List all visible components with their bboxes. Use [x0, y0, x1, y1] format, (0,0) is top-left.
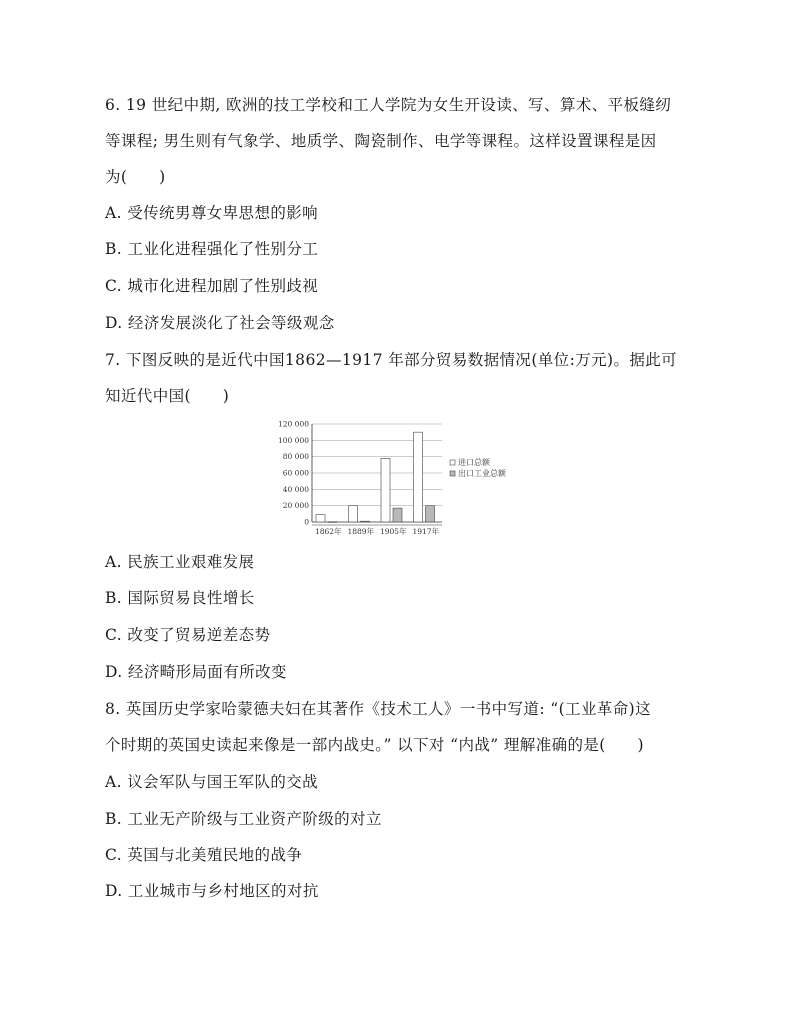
question-8-option-a: A. 议会军队与国王军队的交战 — [105, 773, 319, 791]
bar-export — [393, 508, 402, 522]
legend-label: 出口工业总额 — [458, 469, 506, 478]
y-tick-label: 20 000 — [282, 501, 309, 511]
bar-export — [426, 506, 435, 522]
y-tick-label: 80 000 — [282, 452, 309, 462]
question-7-option-c: C. 改变了贸易逆差态势 — [105, 626, 271, 644]
x-tick-label: 1905年 — [379, 527, 407, 536]
y-tick-label: 60 000 — [282, 468, 309, 478]
legend-swatch — [450, 471, 455, 476]
y-tick-label: 40 000 — [282, 484, 309, 494]
question-7-stem-line-1: 7. 下图反映的是近代中国1862—1917 年部分贸易数据情况(单位:万元)。据此可 — [105, 351, 678, 369]
question-6-option-a: A. 受传统男尊女卑思想的影响 — [105, 204, 319, 222]
question-6-stem-line-2: 等课程; 男生则有气象学、地质学、陶瓷制作、电学等课程。这样设置课程是因 — [105, 132, 657, 150]
x-tick-label: 1917年 — [412, 527, 440, 536]
x-tick-label: 1862年 — [314, 527, 342, 536]
bar-export — [361, 521, 370, 522]
y-tick-label: 100 000 — [277, 435, 309, 445]
question-7-option-a: A. 民族工业艰难发展 — [105, 553, 255, 571]
question-6-stem-line-3: 为( ) — [105, 168, 166, 186]
question-7-option-d: D. 经济畸形局面有所改变 — [105, 663, 287, 681]
question-6-option-c: C. 城市化进程加剧了性别歧视 — [105, 277, 319, 295]
legend-label: 进口总额 — [458, 458, 490, 467]
bar-import — [414, 432, 423, 522]
y-tick-label: 120 000 — [277, 419, 309, 429]
question-6-stem-line-1: 6. 19 世纪中期, 欧洲的技工学校和工人学院为女生开设读、写、算术、平板缝纫 — [105, 96, 672, 114]
question-8-option-b: B. 工业无产阶级与工业资产阶级的对立 — [105, 810, 382, 828]
question-7-option-b: B. 国际贸易良性增长 — [105, 589, 255, 607]
question-6-option-d: D. 经济发展淡化了社会等级观念 — [105, 314, 335, 332]
y-tick-label: 0 — [304, 517, 309, 527]
bar-import — [316, 515, 325, 522]
legend-swatch — [450, 460, 455, 465]
chart-svg — [262, 418, 552, 544]
trade-bar-chart — [262, 418, 552, 544]
bar-import — [381, 458, 390, 522]
question-8-stem-line-2: 个时期的英国史读起来像是一部内战史。” 以下对 “内战” 理解准确的是( ) — [105, 736, 644, 754]
x-tick-label: 1889年 — [347, 527, 375, 536]
question-8-option-d: D. 工业城市与乡村地区的对抗 — [105, 882, 319, 900]
question-8-stem-line-1: 8. 英国历史学家哈蒙德夫妇在其著作《技术工人》一书中写道: “(工业革命)这 — [105, 700, 651, 718]
question-6-option-b: B. 工业化进程强化了性别分工 — [105, 240, 319, 258]
bar-import — [349, 506, 358, 522]
question-7-stem-line-2: 知近代中国( ) — [105, 387, 230, 405]
bar-export — [328, 522, 337, 523]
question-8-option-c: C. 英国与北美殖民地的战争 — [105, 846, 303, 864]
